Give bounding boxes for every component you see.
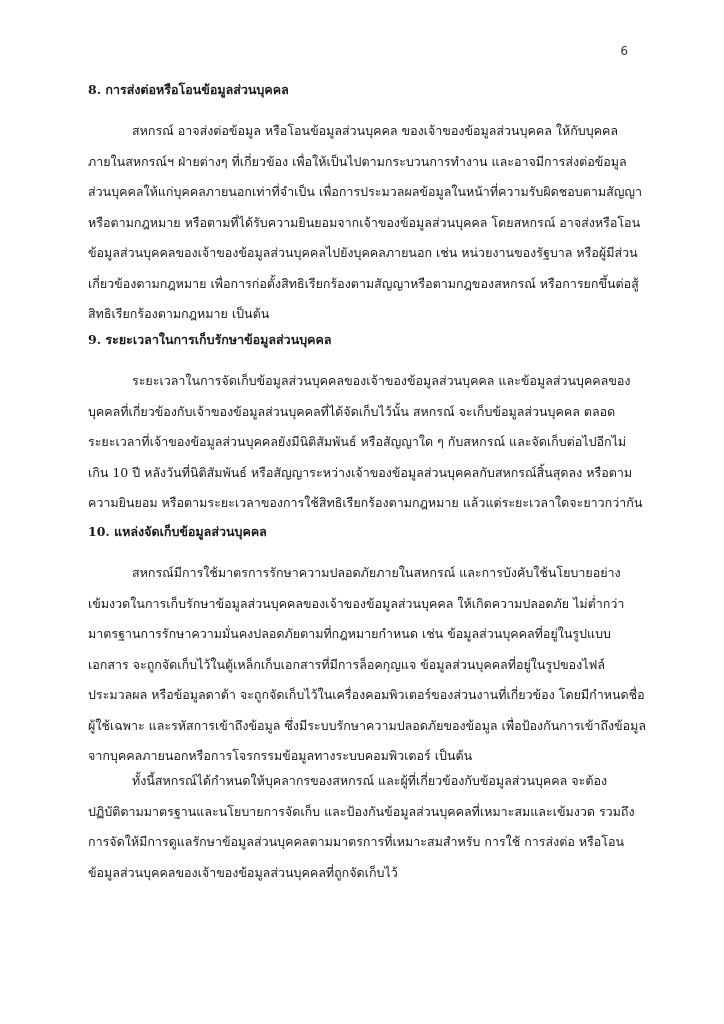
paragraph-line: จากบุคคลภายนอกหรือการโจรกรรมข้อมูลทางระบบคอมพิวเตอร์ เป็นต้น [88, 748, 473, 763]
paragraph-line: เกี่ยวข้องตามกฎหมาย เพื่อการก่อตั้งสิทธิเรียกร้องตามสัญญาหรือตามกฎของสหกรณ์ หรือการยกขึ้นต่อสู้ [88, 275, 639, 291]
paragraph-line: ปฏิบัติตามมาตรฐานและนโยบายการจัดเก็บ และป้องกันข้อมูลส่วนบุคคลที่เหมาะสมและเข้มงวด รวมถึง [88, 803, 635, 819]
paragraph-line: เกิน 10 ปี หลังวันที่นิติสัมพันธ์ หรือสัญญาระหว่างเจ้าของข้อมูลส่วนบุคคลกับสหกรณ์สิ้นสุดลง หรือตาม [88, 464, 633, 480]
paragraph-line: ส่วนบุคคลให้แก่บุคคลภายนอกเท่าที่จำเป็น เพื่อการประมวลผลข้อมูลในหน้าที่ความรับผิดชอบตามสัญญา [88, 184, 643, 199]
paragraph-line: สิทธิเรียกร้องตามกฎหมาย เป็นต้น [88, 306, 270, 321]
paragraph-line: เอกสาร จะถูกจัดเก็บไว้ในตู้เหล็กเก็บเอกสารที่มีการล็อคกุญแจ ข้อมูลส่วนบุคคลที่อยู่ในรูปของไฟล์ [88, 656, 606, 672]
paragraph-line: ผู้ใช้เฉพาะ และรหัสการเข้าถึงข้อมูล ซึ่งมีระบบรักษาความปลอดภัยของข้อมูล เพื่อป้องกันการเข้าถึงข้อมูล [88, 717, 647, 733]
section-storage-location [88, 522, 648, 772]
paragraph-line: เข้มงวดในการเก็บรักษาข้อมูลส่วนบุคคลของเจ้าของข้อมูลส่วนบุคคล ให้เกิดความปลอดภัย ไม่ต่ำกว่า [88, 595, 625, 611]
paragraph-line: ความยินยอม หรือตามระยะเวลาของการใช้สิทธิเรียกร้องตามกฎหมาย แล้วแต่ระยะเวลาใดจะยาวกว่ากัน [88, 495, 643, 510]
paragraph-line: ข้อมูลส่วนบุคคลของเจ้าของข้อมูลส่วนบุคคลไปยังบุคคลภายนอก เช่น หน่วยงานของรัฐบาล หรือผู้มีส่วน [88, 245, 638, 260]
paragraph-line: มาตรฐานการรักษาความมั่นคงปลอดภัยตามที่กฎหมายกำหนด เช่น ข้อมูลส่วนบุคคลที่อยู่ในรูปแบบ [88, 626, 611, 641]
section-heading: 8. การส่งต่อหรือโอนข้อมูลส่วนบุคคล [88, 82, 289, 97]
paragraph-line: ระยะเวลาในการจัดเก็บข้อมูลส่วนบุคคลของเจ้าของข้อมูลส่วนบุคคล และข้อมูลส่วนบุคคลของ [132, 373, 631, 388]
closing-paragraph-block [88, 766, 648, 888]
paragraph-line: ประมวลผล หรือข้อมูลดาต้า จะถูกจัดเก็บไว้ในเครื่องคอมพิวเตอร์ของส่วนงานที่เกี่ยวข้อง โดยมีกำหนดชื่อ [88, 687, 645, 702]
paragraph-line: ข้อมูลส่วนบุคคลของเจ้าของข้อมูลส่วนบุคคลที่ถูกจัดเก็บไว้ [88, 864, 398, 880]
paragraph-line: การจัดให้มีการดูแลรักษาข้อมูลส่วนบุคคลตามมาตรการที่เหมาะสมสำหรับ การใช้ การส่งต่อ หรือโอน [88, 834, 625, 849]
paragraph-line: บุคคลที่เกี่ยวข้องกับเจ้าของข้อมูลส่วนบุคคลที่ได้จัดเก็บไว้นั้น สหกรณ์ จะเก็บข้อมูลส่วนบุคคล ตลอด [88, 403, 616, 419]
paragraph-line: ภายในสหกรณ์ฯ ฝ่ายต่างๆ ที่เกี่ยวข้อง เพื่อให้เป็นไปตามกระบวนการทำงาน และอาจมีการส่งต่อข้อมูล [88, 153, 627, 169]
section-heading: 10. แหล่งจัดเก็บข้อมูลส่วนบุคคล [88, 524, 267, 539]
section-heading: 9. ระยะเวลาในการเก็บรักษาข้อมูลส่วนบุคคล [88, 332, 332, 347]
paragraph-line: ระยะเวลาที่เจ้าของข้อมูลส่วนบุคคลยังมีนิติสัมพันธ์ หรือสัญญาใด ๆ กับสหกรณ์ และจัดเก็บต่อไปอีกไม่ [88, 434, 627, 449]
section-retention-period [88, 330, 648, 519]
paragraph-line: สหกรณ์ อาจส่งต่อข้อมูล หรือโอนข้อมูลส่วนบุคคล ของเจ้าของข้อมูลส่วนบุคคล ให้กับบุคคล [132, 123, 619, 138]
section-data-transfer [88, 80, 648, 330]
page-number: 6 [620, 44, 628, 58]
section-paragraph [88, 116, 648, 330]
section-paragraph [88, 766, 648, 888]
section-paragraph [88, 558, 648, 772]
paragraph-line: ทั้งนี้สหกรณ์ได้กำหนดให้บุคลากรของสหกรณ์ และผู้ที่เกี่ยวข้องกับข้อมูลส่วนบุคคล จะต้อง [132, 773, 608, 788]
section-paragraph [88, 366, 648, 519]
paragraph-line: หรือตามกฎหมาย หรือตามที่ได้รับความยินยอมจากเจ้าของข้อมูลส่วนบุคคล โดยสหกรณ์ อาจส่งหรือโอน [88, 214, 641, 230]
paragraph-line: สหกรณ์มีการใช้มาตรการรักษาความปลอดภัยภายในสหกรณ์ และการบังคับใช้นโยบายอย่าง [132, 565, 621, 580]
